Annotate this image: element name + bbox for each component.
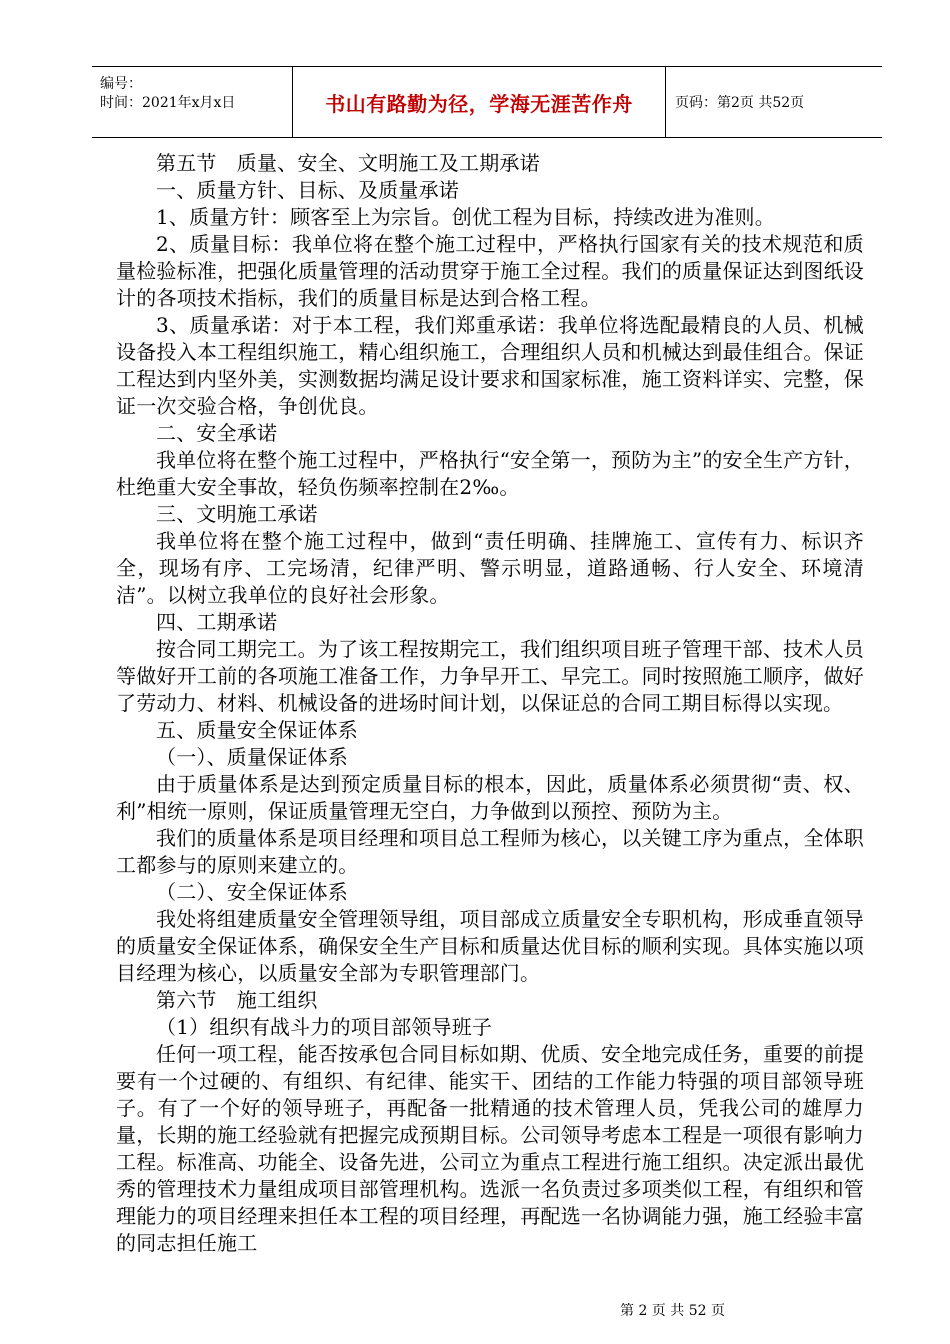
subheading: 五、质量安全保证体系 [156, 718, 358, 742]
paragraph: 1、质量方针：顾客至上为宗旨。创优工程为目标，持续改进为准则。 [156, 205, 775, 229]
page-header [92, 66, 882, 138]
subheading: （一）、质量保证体系 [156, 745, 348, 769]
paragraph: 按合同工期完工。为了该工程按期完工，我们组织项目班子管理干部、技术人员等做好开工前的各项施工准备工作，力争早开工、早完工。同时按照施工顺序，做好了劳动力、材料、机械设备的进场时间计划，以保证总的合同工期目标得以实现。 [116, 637, 864, 715]
paragraph: 2、质量目标：我单位将在整个施工过程中，严格执行国家有关的技术规范和质量检验标准，把强化质量管理的活动贯穿于施工全过程。我们的质量保证达到图纸设计的各项技术指标，我们的质量目标是达到合格工程。 [116, 232, 864, 310]
subheading: （1）组织有战斗力的项目部领导班子 [156, 1015, 493, 1039]
paragraph: 我们的质量体系是项目经理和项目总工程师为核心，以关键工序为重点，全体职工都参与的原则来建立的。 [116, 826, 864, 877]
section-heading: 第六节 施工组织 [156, 988, 318, 1012]
subheading: 二、安全承诺 [156, 421, 278, 445]
subheading: 三、文明施工承诺 [156, 502, 318, 526]
header-motto-cell [293, 67, 666, 137]
code-label: 编号： [100, 76, 142, 92]
page-footer: 第 2 页 共 52 页 [620, 1303, 725, 1319]
subheading: （二）、安全保证体系 [156, 880, 348, 904]
header-page-cell [666, 67, 882, 137]
subheading: 一、质量方针、目标、及质量承诺 [156, 178, 459, 202]
paragraph: 我处将组建质量安全管理领导组，项目部成立质量安全专职机构，形成垂直领导的质量安全保证体系，确保安全生产目标和质量达优目标的顺利实现。具体实施以项目经理为核心，以质量安全部为专职管理部门。 [116, 907, 864, 985]
time-label: 时间：2021年x月x日 [100, 95, 236, 111]
document-body [116, 150, 864, 1257]
page-info: 页码：第2页 共52页 [675, 95, 805, 111]
paragraph: 我单位将在整个施工过程中，严格执行“安全第一，预防为主”的安全生产方针，杜绝重大安全事故，轻负伤频率控制在2‰。 [116, 448, 864, 499]
paragraph: 任何一项工程，能否按承包合同目标如期、优质、安全地完成任务，重要的前提要有一个过硬的、有组织、有纪律、能实干、团结的工作能力特强的项目部领导班子。有了一个好的领导班子，再配备一批精通的技术管理人员，凭我公司的雄厚力量，长期的施工经验就有把握完成预期目标。公司领导考虑本工程是一项很有影响力工程。标准高、功能全、设备先进，公司立为重点工程进行施工组织。决定派出最优秀的管理技术力量组成项目部管理机构。选派一名负责过多项类似工程，有组织和管理能力的项目经理来担任本工程的项目经理，再配选一名协调能力强，施工经验丰富的同志担任施工 [116, 1042, 864, 1255]
paragraph: 由于质量体系是达到预定质量目标的根本，因此，质量体系必须贯彻“责、权、利”相统一原则，保证质量管理无空白，力争做到以预控、预防为主。 [116, 772, 864, 823]
subheading: 四、工期承诺 [156, 610, 278, 634]
header-meta [92, 67, 293, 137]
paragraph: 3、质量承诺：对于本工程，我们郑重承诺：我单位将选配最精良的人员、机械设备投入本工程组织施工，精心组织施工，合理组织人员和机械达到最佳组合。保证工程达到内坚外美，实测数据均满足设计要求和国家标准，施工资料详实、完整，保证一次交验合格，争创优良。 [116, 313, 864, 418]
motto: 书山有路勤为径，学海无涯苦作舟 [325, 91, 633, 116]
paragraph: 我单位将在整个施工过程中，做到“责任明确、挂牌施工、宣传有力、标识齐全，现场有序、工完场清，纪律严明、警示明显，道路通畅、行人安全、环境清洁”。以树立我单位的良好社会形象。 [116, 529, 864, 607]
section-heading: 第五节 质量、安全、文明施工及工期承诺 [156, 151, 540, 175]
